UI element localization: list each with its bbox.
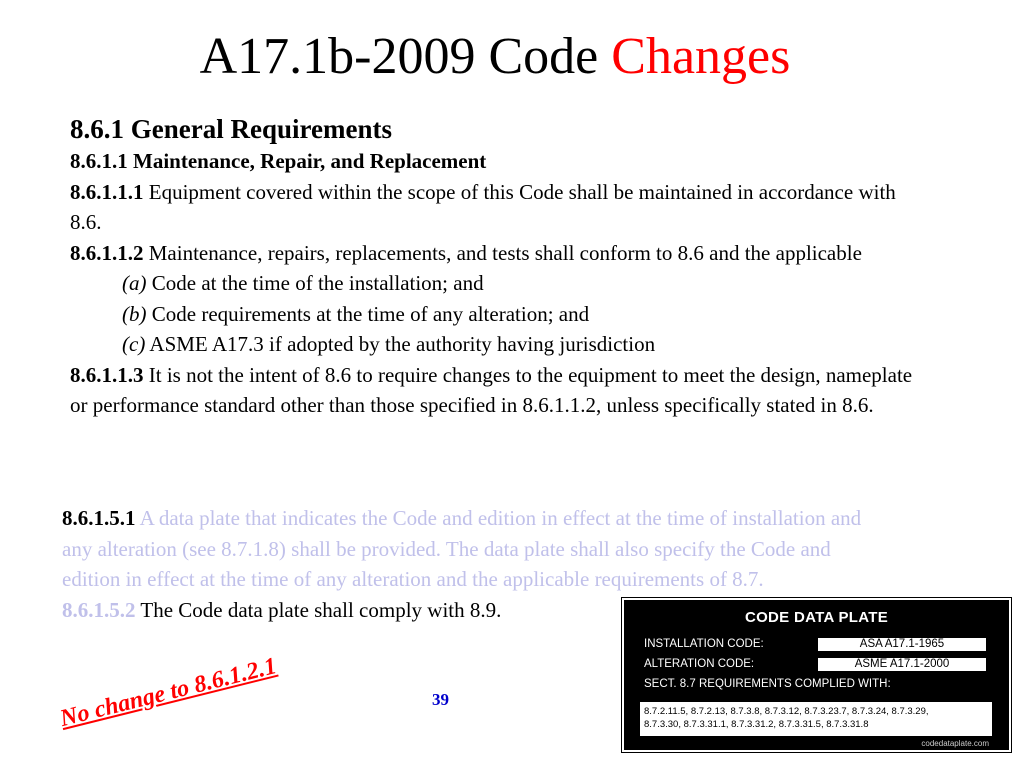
paragraph-text: The Code data plate shall comply with 8.9. bbox=[135, 597, 502, 622]
paragraph-text: It is not the intent of 8.6 to require changes to the equipment to meet the design, nameplate or performance standard other than those specified in 8.6.1.1.2, unless specifically stated in 8.6. bbox=[70, 362, 913, 417]
section-subheading: 8.6.1.1 Maintenance, Repair, and Replacement bbox=[70, 149, 487, 173]
plate-sect-label: SECT. 8.7 REQUIREMENTS COMPLIED WITH: bbox=[644, 678, 891, 690]
paragraph-8-6-1-1-1 bbox=[70, 177, 920, 238]
title-main: A17.1b-2009 Code bbox=[199, 28, 599, 85]
paragraph-number: 8.6.1.5.1 bbox=[62, 506, 136, 530]
section-heading: 8.6.1 General Requirements bbox=[70, 114, 392, 144]
list-item-label: (a) bbox=[122, 271, 147, 295]
list-item-label: (c) bbox=[122, 332, 146, 356]
plate-requirements-list bbox=[640, 702, 992, 736]
list-item-text: Code at the time of the installation; and bbox=[146, 271, 484, 295]
list-item-label: (b) bbox=[122, 301, 147, 326]
paragraph-text: Maintenance, repairs, replacements, and tests shall conform to 8.6 and the applicable bbox=[143, 240, 862, 265]
plate-install-label: INSTALLATION CODE: bbox=[644, 638, 764, 650]
section-8-6-1 bbox=[70, 112, 920, 421]
paragraph-text: Equipment covered within the scope of this Code shall be maintained in accordance with 8.6. bbox=[70, 179, 896, 234]
paragraph-number: 8.6.1.1.1 bbox=[70, 179, 144, 204]
slide-title bbox=[0, 26, 990, 88]
paragraph-8-6-1-5-1 bbox=[62, 503, 892, 595]
paragraph-number: 8.6.1.5.2 bbox=[62, 597, 136, 622]
paragraph-number: 8.6.1.1.3 bbox=[70, 362, 144, 387]
code-data-plate-image bbox=[622, 598, 1011, 752]
title-accent: Changes bbox=[611, 28, 791, 85]
plate-title: CODE DATA PLATE bbox=[744, 609, 889, 626]
list-item-text: ASME A17.3 if adopted by the authority having jurisdiction bbox=[145, 332, 656, 356]
paragraph-number: 8.6.1.1.2 bbox=[70, 240, 144, 265]
paragraph-8-6-1-1-3 bbox=[70, 360, 920, 421]
plate-requirements-line: 8.7.3.30, 8.7.3.31.1, 8.7.3.31.2, 8.7.3.31.5, 8.7.3.31.8 bbox=[644, 719, 869, 730]
list-item-a bbox=[70, 268, 920, 299]
plate-site: codedataplate.com bbox=[921, 739, 989, 748]
list-item-b bbox=[70, 299, 920, 330]
plate-alter-label: ALTERATION CODE: bbox=[644, 658, 755, 670]
paragraph-8-6-1-1-2 bbox=[70, 238, 920, 269]
list-item-c bbox=[70, 329, 920, 360]
plate-install-value: ASA A17.1-1965 bbox=[818, 638, 986, 651]
list-item-text: Code requirements at the time of any alteration; and bbox=[146, 301, 590, 326]
page-number: 39 bbox=[432, 690, 449, 709]
plate-requirements-line: 8.7.2.11.5, 8.7.2.13, 8.7.3.8, 8.7.3.12, 8.7.3.23.7, 8.7.3.24, 8.7.3.29, bbox=[644, 706, 929, 717]
plate-alter-value: ASME A17.1-2000 bbox=[818, 658, 986, 671]
paragraph-text: A data plate that indicates the Code and edition in effect at the time of installation and any alteration (see 8.7.1.8) shall be provided. The data plate shall also specify the Code and edition in effect at the time of any alteration and the applicable requirements of 8.7. bbox=[62, 506, 862, 591]
no-change-annotation: No change to 8.6.1.2.1 bbox=[57, 653, 280, 733]
